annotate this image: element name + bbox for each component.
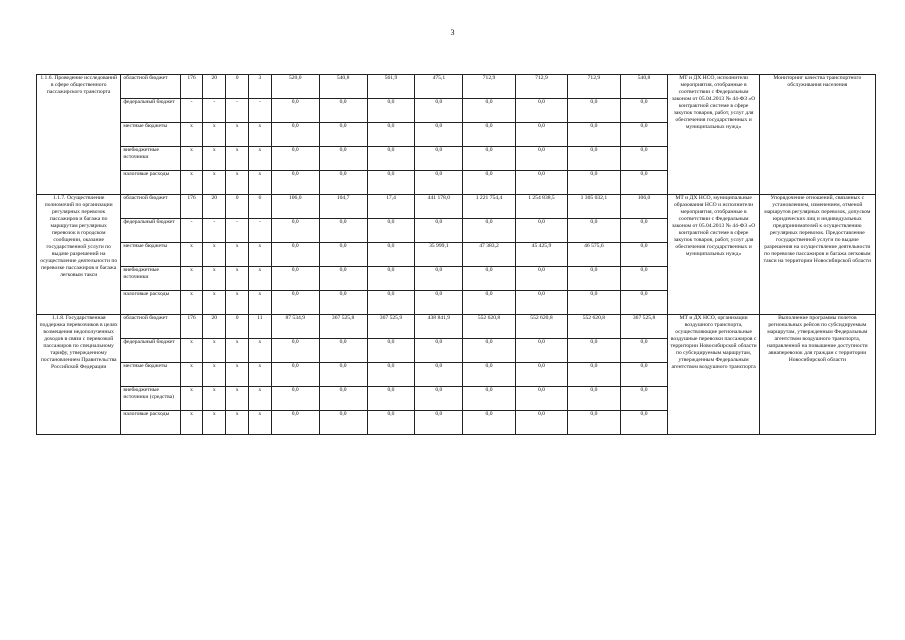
value-cell: 712,9 bbox=[568, 75, 620, 99]
value-cell: 0,0 bbox=[319, 363, 367, 387]
funding-source-cell: областной бюджет bbox=[121, 75, 180, 99]
code-cell: x bbox=[226, 387, 249, 411]
value-cell: 0,0 bbox=[319, 147, 367, 171]
value-cell: 0,0 bbox=[319, 243, 367, 267]
code-cell: x bbox=[180, 123, 203, 147]
funding-source-cell: местные бюджеты bbox=[121, 363, 180, 387]
value-cell: 1 305 032,1 bbox=[568, 195, 620, 219]
value-cell: 0,0 bbox=[568, 267, 620, 291]
value-cell: 0,0 bbox=[620, 171, 668, 195]
value-cell: 0,0 bbox=[463, 219, 515, 243]
value-cell: 0,0 bbox=[620, 243, 668, 267]
value-cell: 0,0 bbox=[463, 363, 515, 387]
value-cell: 0,0 bbox=[271, 243, 319, 267]
code-cell: x bbox=[226, 291, 249, 315]
value-cell: 0,0 bbox=[415, 123, 463, 147]
value-cell: 0,0 bbox=[515, 291, 567, 315]
result-cell: Выполнение программы полетов региональных рейсов по субсидируемым маршрутам, утвержденным Федеральным агентством воздушного транспорта, направленной на повышение доступности авиаперевозок для граждан с территории Новосибирской области bbox=[759, 315, 875, 435]
value-cell: 0,0 bbox=[415, 147, 463, 171]
value-cell: 0,0 bbox=[568, 387, 620, 411]
code-cell: x bbox=[249, 387, 272, 411]
value-cell: 0,0 bbox=[515, 339, 567, 363]
value-cell: 552 620,8 bbox=[463, 315, 515, 339]
value-cell: 0,0 bbox=[271, 171, 319, 195]
executor-cell: МТ и ДХ НСО, муниципальные образования НСО и исполнители мероприятия, отобранные в соответствии с Федеральным законом от 05.04.2013 № 44-ФЗ «О контрактной системе в сфере закупок товаров, работ, услуг для обеспечения государственных и муниципальных нужд» bbox=[668, 195, 759, 315]
value-cell: 1 254 838,5 bbox=[515, 195, 567, 219]
funding-source-cell: налоговые расходы bbox=[121, 291, 180, 315]
funding-source-cell: налоговые расходы bbox=[121, 411, 180, 435]
code-cell: x bbox=[226, 171, 249, 195]
value-cell: 712,9 bbox=[515, 75, 567, 99]
code-cell: x bbox=[203, 147, 226, 171]
value-cell: 47 383,2 bbox=[463, 243, 515, 267]
code-cell: x bbox=[249, 147, 272, 171]
result-cell: Мониторинг качества транспортного обслуживания населения bbox=[759, 75, 875, 195]
code-cell: 20 bbox=[203, 75, 226, 99]
code-cell: x bbox=[226, 339, 249, 363]
value-cell: 0,0 bbox=[620, 291, 668, 315]
value-cell: 0,0 bbox=[620, 123, 668, 147]
value-cell: 0,0 bbox=[568, 291, 620, 315]
value-cell: 0,0 bbox=[463, 99, 515, 123]
value-cell: 0,0 bbox=[515, 219, 567, 243]
value-cell: 0,0 bbox=[515, 387, 567, 411]
value-cell: 0,0 bbox=[568, 147, 620, 171]
code-cell: x bbox=[203, 243, 226, 267]
code-cell: 20 bbox=[203, 315, 226, 339]
code-cell: 176 bbox=[180, 195, 203, 219]
value-cell: 475,1 bbox=[415, 75, 463, 99]
code-cell: x bbox=[203, 123, 226, 147]
value-cell: 441 178,0 bbox=[415, 195, 463, 219]
value-cell: 0,0 bbox=[319, 291, 367, 315]
value-cell: 0,0 bbox=[415, 339, 463, 363]
value-cell: 0,0 bbox=[367, 99, 415, 123]
value-cell: 0,0 bbox=[367, 171, 415, 195]
value-cell: 0,0 bbox=[367, 387, 415, 411]
value-cell: 0,0 bbox=[463, 339, 515, 363]
value-cell: 0,0 bbox=[620, 339, 668, 363]
code-cell: x bbox=[180, 363, 203, 387]
value-cell: 0,0 bbox=[271, 411, 319, 435]
funding-source-cell: местные бюджеты bbox=[121, 243, 180, 267]
code-cell: x bbox=[226, 243, 249, 267]
value-cell: 0,0 bbox=[367, 411, 415, 435]
code-cell: 176 bbox=[180, 75, 203, 99]
executor-cell: МТ и ДХ НСО, организации воздушного транспорта, осуществляющие региональные воздушные перевозки пассажиров с территории Новосибирской области по субсидируемым маршрутам, утвержденным Федеральным агентством воздушного транспорта bbox=[668, 315, 759, 435]
code-cell: x bbox=[226, 123, 249, 147]
funding-source-cell: федеральный бюджет bbox=[121, 219, 180, 243]
table-row bbox=[37, 315, 876, 339]
funding-source-cell: областной бюджет bbox=[121, 195, 180, 219]
value-cell: 540,8 bbox=[620, 75, 668, 99]
code-cell: x bbox=[203, 291, 226, 315]
value-cell: 0,0 bbox=[415, 171, 463, 195]
code-cell: x bbox=[180, 267, 203, 291]
value-cell: 0,0 bbox=[367, 339, 415, 363]
value-cell: 0,0 bbox=[515, 99, 567, 123]
code-cell: x bbox=[203, 387, 226, 411]
funding-source-cell: местные бюджеты bbox=[121, 123, 180, 147]
value-cell: 46 575,6 bbox=[568, 243, 620, 267]
value-cell: 0,0 bbox=[415, 387, 463, 411]
task-name-cell: 1.1.7. Осуществление полномочий по организации регулярных перевозок пассажиров и багажа по маршрутам регулярных перевозок в городском сообщении, оказание государственной услуги по выдаче разрешений на осуществление деятельности по перевозке пассажиров и багажа легковым такси bbox=[37, 195, 121, 315]
table-row bbox=[37, 75, 876, 99]
value-cell: 0,0 bbox=[367, 363, 415, 387]
value-cell: 0,0 bbox=[271, 147, 319, 171]
task-name-cell: 1.1.8. Государственная поддержка перевозчиков в целях возмещения недополученных доходов в связи с перевозкой пассажиров по специальному тарифу, утвержденному постановлением Правительства Российской Федерации bbox=[37, 315, 121, 435]
value-cell: 712,9 bbox=[463, 75, 515, 99]
value-cell: 0,0 bbox=[367, 123, 415, 147]
result-cell: Упорядочение отношений, связанных с установлением, изменением, отменой маршрутов регулярных перевозок, допуском юридических лиц и индивидуальных предпринимателей к осуществлению регулярных перевозок. Предоставление государственной услуги по выдаче разрешения на осуществление деятельности по перевозке пассажиров и багажа легковым такси на территории Новосибирской области bbox=[759, 195, 875, 315]
value-cell: 0,0 bbox=[367, 291, 415, 315]
code-cell: x bbox=[180, 339, 203, 363]
code-cell: x bbox=[180, 147, 203, 171]
value-cell: 0,0 bbox=[463, 123, 515, 147]
value-cell: 0,0 bbox=[271, 219, 319, 243]
value-cell: 0,0 bbox=[568, 411, 620, 435]
value-cell: 0,0 bbox=[515, 171, 567, 195]
code-cell: x bbox=[249, 291, 272, 315]
code-cell: - bbox=[180, 219, 203, 243]
code-cell: x bbox=[249, 411, 272, 435]
funding-source-cell: федеральный бюджет bbox=[121, 99, 180, 123]
funding-source-cell: федеральный бюджет bbox=[121, 339, 180, 363]
value-cell: 0,0 bbox=[271, 123, 319, 147]
value-cell: 0,0 bbox=[463, 411, 515, 435]
value-cell: 0,0 bbox=[568, 363, 620, 387]
code-cell: x bbox=[203, 171, 226, 195]
value-cell: 106,0 bbox=[271, 195, 319, 219]
value-cell: 0,0 bbox=[415, 291, 463, 315]
value-cell: 540,8 bbox=[319, 75, 367, 99]
code-cell: x bbox=[226, 147, 249, 171]
value-cell: 438 841,9 bbox=[415, 315, 463, 339]
code-cell: - bbox=[226, 99, 249, 123]
value-cell: 0,0 bbox=[415, 411, 463, 435]
value-cell: 0,0 bbox=[568, 171, 620, 195]
code-cell: x bbox=[249, 339, 272, 363]
value-cell: 0,0 bbox=[415, 267, 463, 291]
value-cell: 0,0 bbox=[319, 411, 367, 435]
value-cell: 0,0 bbox=[515, 363, 567, 387]
task-name-cell: 1.1.6. Проведение исследований в сфере общественного пассажирского транспорта bbox=[37, 75, 121, 195]
value-cell: 0,0 bbox=[620, 411, 668, 435]
value-cell: 0,0 bbox=[319, 339, 367, 363]
value-cell: 0,0 bbox=[620, 147, 668, 171]
funding-source-cell: внебюджетные источники bbox=[121, 147, 180, 171]
value-cell: 0,0 bbox=[271, 363, 319, 387]
value-cell: 0,0 bbox=[620, 219, 668, 243]
code-cell: x bbox=[203, 411, 226, 435]
code-cell: x bbox=[249, 363, 272, 387]
value-cell: 0,0 bbox=[319, 99, 367, 123]
code-cell: - bbox=[180, 99, 203, 123]
value-cell: 0,0 bbox=[271, 387, 319, 411]
value-cell: 0,0 bbox=[515, 267, 567, 291]
value-cell: 0,0 bbox=[367, 147, 415, 171]
code-cell: - bbox=[226, 219, 249, 243]
code-cell: x bbox=[226, 363, 249, 387]
table-row bbox=[37, 195, 876, 219]
value-cell: 0,0 bbox=[515, 123, 567, 147]
code-cell: x bbox=[203, 267, 226, 291]
code-cell: x bbox=[226, 411, 249, 435]
value-cell: 0,0 bbox=[271, 267, 319, 291]
value-cell: 0,0 bbox=[568, 219, 620, 243]
value-cell: 0,0 bbox=[568, 123, 620, 147]
code-cell: - bbox=[203, 99, 226, 123]
funding-source-cell: налоговые расходы bbox=[121, 171, 180, 195]
value-cell: 552 620,8 bbox=[515, 315, 567, 339]
code-cell: - bbox=[249, 219, 272, 243]
code-cell: x bbox=[203, 363, 226, 387]
code-cell: - bbox=[249, 99, 272, 123]
code-cell: x bbox=[203, 339, 226, 363]
value-cell: 106,0 bbox=[620, 195, 668, 219]
code-cell: x bbox=[249, 267, 272, 291]
executor-cell: МТ и ДХ НСО, исполнители мероприятия, отобранные в соответствии с Федеральным законом от 05.04.2013 № 44-ФЗ «О контрактной системе в сфере закупок товаров, работ, услуг для обеспечения государственных и муниципальных нужд» bbox=[668, 75, 759, 195]
code-cell: x bbox=[226, 267, 249, 291]
value-cell: 0,0 bbox=[463, 291, 515, 315]
code-cell: x bbox=[249, 171, 272, 195]
value-cell: 0,0 bbox=[515, 411, 567, 435]
code-cell: x bbox=[180, 411, 203, 435]
value-cell: 0,0 bbox=[463, 387, 515, 411]
value-cell: 35 999,1 bbox=[415, 243, 463, 267]
page-number: 3 bbox=[450, 28, 455, 37]
value-cell: 0,0 bbox=[515, 147, 567, 171]
value-cell: 1 221 754,4 bbox=[463, 195, 515, 219]
value-cell: 0,0 bbox=[415, 99, 463, 123]
code-cell: x bbox=[249, 243, 272, 267]
code-cell: x bbox=[180, 291, 203, 315]
value-cell: 17,4 bbox=[367, 195, 415, 219]
value-cell: 104,7 bbox=[319, 195, 367, 219]
code-cell: 11 bbox=[249, 315, 272, 339]
code-cell: 176 bbox=[180, 315, 203, 339]
code-cell: 0 bbox=[226, 315, 249, 339]
value-cell: 0,0 bbox=[271, 291, 319, 315]
value-cell: 0,0 bbox=[367, 267, 415, 291]
code-cell: x bbox=[180, 171, 203, 195]
code-cell: - bbox=[203, 219, 226, 243]
funding-source-cell: внебюджетные источники bbox=[121, 267, 180, 291]
value-cell: 0,0 bbox=[568, 339, 620, 363]
value-cell: 45 425,9 bbox=[515, 243, 567, 267]
value-cell: 0,0 bbox=[463, 267, 515, 291]
value-cell: 561,9 bbox=[367, 75, 415, 99]
value-cell: 520,0 bbox=[271, 75, 319, 99]
program-table bbox=[36, 74, 876, 435]
funding-source-cell: внебюджетные источники (средства) bbox=[121, 387, 180, 411]
code-cell: 3 bbox=[249, 75, 272, 99]
value-cell: 0,0 bbox=[319, 267, 367, 291]
value-cell: 0,0 bbox=[620, 267, 668, 291]
value-cell: 0,0 bbox=[620, 387, 668, 411]
code-cell: 20 bbox=[203, 195, 226, 219]
code-cell: x bbox=[180, 243, 203, 267]
funding-source-cell: областной бюджет bbox=[121, 315, 180, 339]
code-cell: x bbox=[249, 123, 272, 147]
value-cell: 87 534,9 bbox=[271, 315, 319, 339]
value-cell: 0,0 bbox=[271, 99, 319, 123]
value-cell: 0,0 bbox=[319, 219, 367, 243]
value-cell: 0,0 bbox=[463, 147, 515, 171]
value-cell: 367 525,8 bbox=[319, 315, 367, 339]
code-cell: 0 bbox=[226, 195, 249, 219]
value-cell: 0,0 bbox=[271, 339, 319, 363]
value-cell: 0,0 bbox=[463, 171, 515, 195]
code-cell: 6 bbox=[249, 195, 272, 219]
value-cell: 0,0 bbox=[620, 363, 668, 387]
code-cell: x bbox=[180, 387, 203, 411]
value-cell: 0,0 bbox=[568, 99, 620, 123]
value-cell: 0,0 bbox=[319, 171, 367, 195]
value-cell: 367 525,9 bbox=[367, 315, 415, 339]
value-cell: 367 525,8 bbox=[620, 315, 668, 339]
value-cell: 552 620,8 bbox=[568, 315, 620, 339]
value-cell: 0,0 bbox=[319, 387, 367, 411]
code-cell: 0 bbox=[226, 75, 249, 99]
value-cell: 0,0 bbox=[620, 99, 668, 123]
value-cell: 0,0 bbox=[319, 123, 367, 147]
value-cell: 0,0 bbox=[415, 363, 463, 387]
value-cell: 0,0 bbox=[367, 243, 415, 267]
value-cell: 0,0 bbox=[415, 219, 463, 243]
value-cell: 0,0 bbox=[367, 219, 415, 243]
